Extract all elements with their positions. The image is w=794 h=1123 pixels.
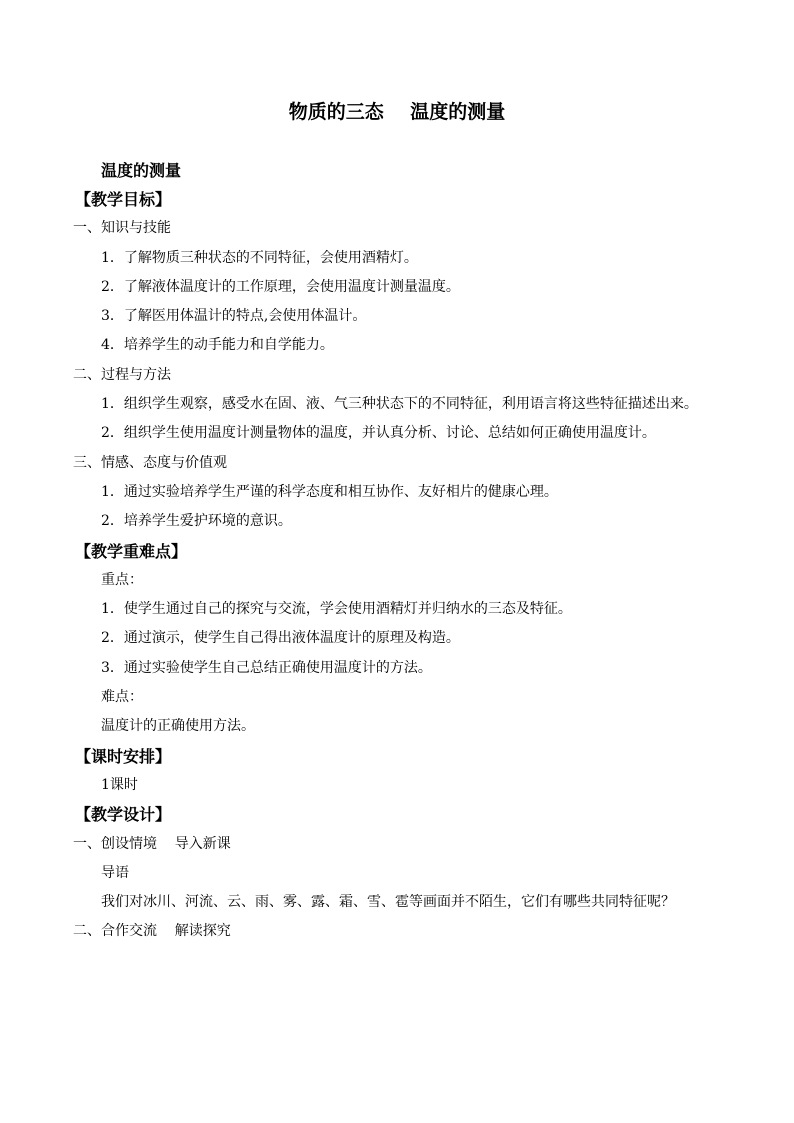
- key-points-heading: 【教学重难点】: [75, 541, 188, 561]
- design2-heading: 二、合作交流 解读探究: [73, 923, 231, 940]
- key-point-item: 3．通过实验使学生自己总结正确使用温度计的方法。: [101, 659, 432, 676]
- design1-label: 导语: [101, 864, 129, 881]
- design1-text: 我们对冰川、河流、云、雨、雾、露、霜、雪、雹等画面并不陌生，它们有哪些共同特征呢？: [101, 894, 675, 911]
- design1-heading: 一、创设情境 导入新课: [73, 835, 231, 852]
- document-subtitle: 温度的测量: [101, 161, 182, 180]
- document-body: [73, 185, 733, 947]
- goal1-heading: 一、知识与技能: [73, 220, 171, 237]
- goal2-heading: 二、过程与方法: [73, 366, 171, 383]
- difficulty-label: 难点：: [101, 689, 143, 706]
- difficulty-text: 温度计的正确使用方法。: [101, 718, 255, 735]
- schedule-heading: 【课时安排】: [75, 746, 172, 766]
- goal1-item: 1．了解物质三种状态的不同特征，会使用酒精灯。: [101, 249, 418, 266]
- goal2-item: 2．组织学生使用温度计测量物体的温度，并认真分析、讨论、总结如何正确使用温度计。: [101, 425, 656, 442]
- goals-heading: 【教学目标】: [75, 190, 172, 209]
- schedule-text: 1课时: [101, 776, 138, 793]
- goal3-heading: 三、情感、态度与价值观: [73, 454, 227, 471]
- goal1-item: 2．了解液体温度计的工作原理，会使用温度计测量温度。: [101, 278, 460, 295]
- goal3-item: 2．培养学生爱护环境的意识。: [101, 513, 292, 530]
- goal2-item: 1．组织学生观察，感受水在固、液、气三种状态下的不同特征，利用语言将这些特征描述出来。: [101, 396, 698, 413]
- design-heading: 【教学设计】: [75, 805, 172, 825]
- goal3-item: 1．通过实验培养学生严谨的科学态度和相互协作、友好相片的健康心理。: [101, 483, 558, 500]
- key-point-item: 1．使学生通过自己的探究与交流，学会使用酒精灯并归纳水的三态及特征。: [101, 601, 572, 618]
- key-point-item: 2．通过演示，使学生自己得出液体温度计的原理及构造。: [101, 630, 460, 647]
- goal1-item: 3．了解医用体温计的特点,会使用体温计。: [101, 308, 367, 325]
- key-points-label: 重点：: [101, 571, 143, 588]
- document-title: 物质的三态 温度的测量: [288, 101, 506, 123]
- goal1-item: 4．培养学生的动手能力和自学能力。: [101, 337, 334, 354]
